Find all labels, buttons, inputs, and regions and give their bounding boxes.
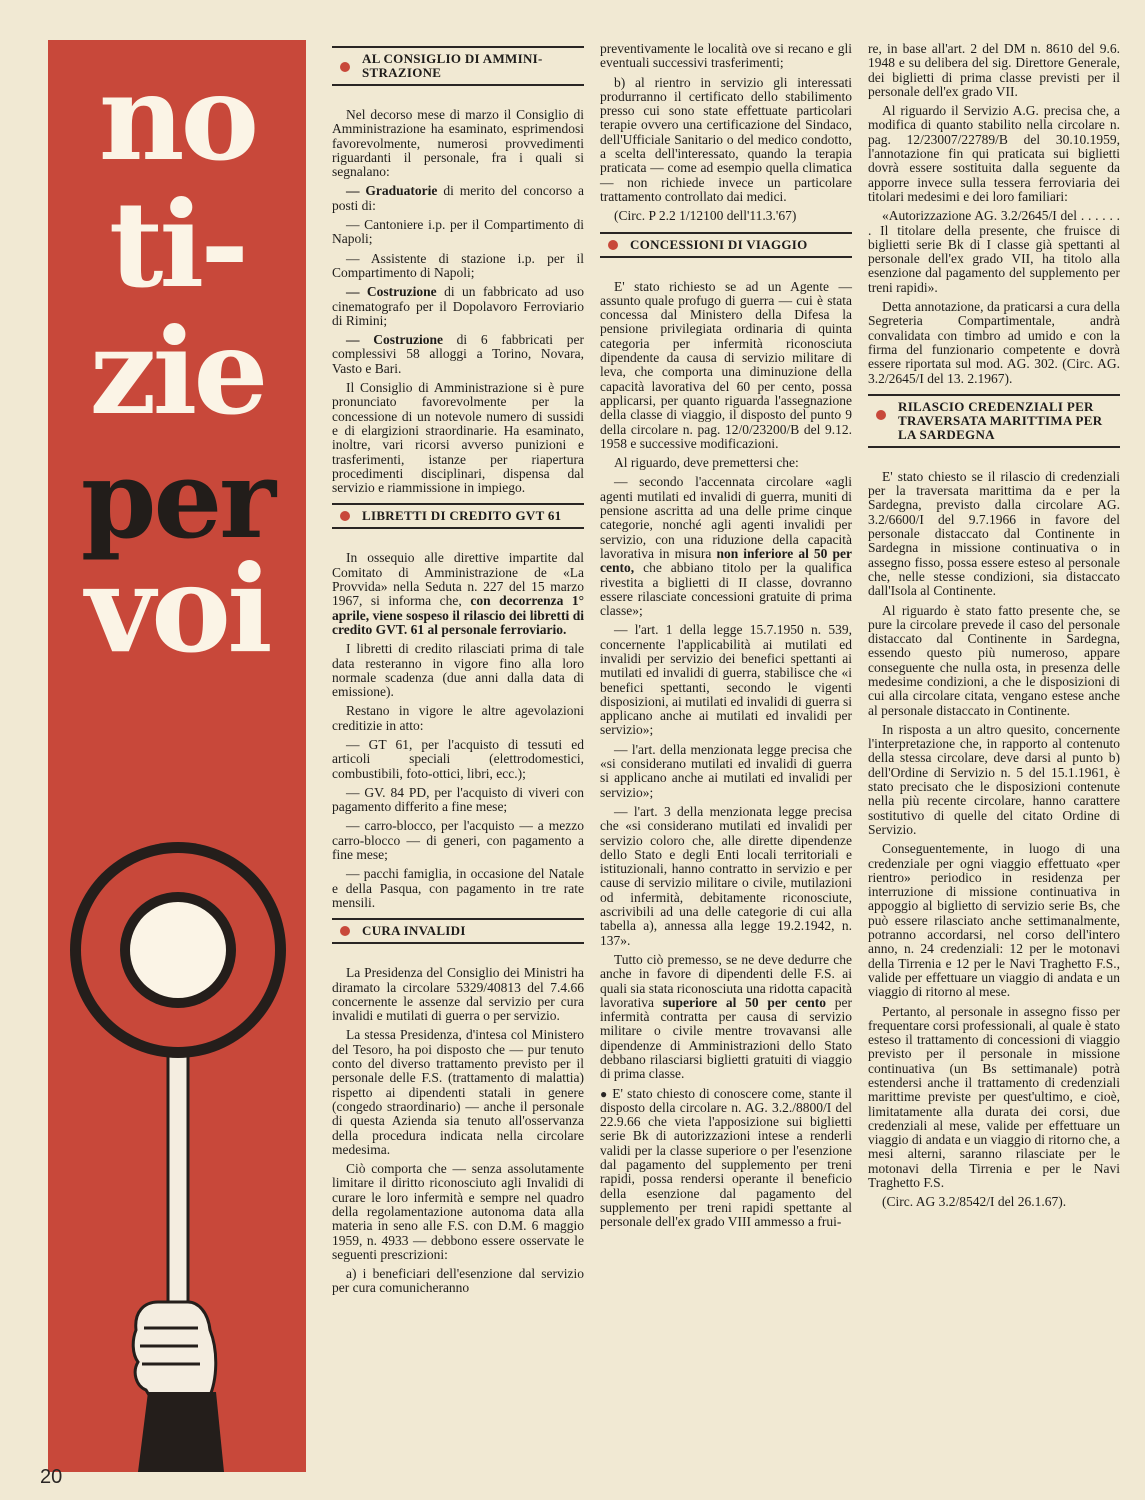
paragraph: — Graduatorie di merito del concorso a posti di: xyxy=(332,183,584,213)
paragraph: — GT 61, per l'acquisto di tessuti ed articoli speciali (elettrodomestici, combustibili, foto-ottici, libri, ecc.); xyxy=(332,736,584,781)
title-banner xyxy=(48,40,306,1472)
bullet-dot-icon xyxy=(340,511,350,521)
paragraph: In risposta a un altro quesito, concernente l'interpretazione che, in rapporto al contenuto della stessa circolare, deve darsi al punto b) dell'Ordine di Servizio n. 5 del 15.1.1961, è stato precisato che le disposizioni contenute nella più recente circolare, hanno carattere sostitutivo di quelle del citato Ordine di Servizio. xyxy=(868,721,1120,837)
signal-disc-center xyxy=(130,902,226,998)
paragraph: Al riguardo è stato fatto presente che, se pure la circolare prevede il caso del personale distaccato dal Continente in Sardegna, essendo questo più numeroso, appare conseguente che nulla osta, in presenza delle medesime condizioni, a che le disposizioni di cui alla circolare citata, vengano estese anche al personale distaccato in Continente. xyxy=(868,602,1120,718)
paragraph: b) al rientro in servizio gli interessati produrranno il certificato dello stabilimento presso cui sono state effettuate particolari terapie ovvero una certificazione del Sindaco, dell'Ufficiale Sanitario o del medico condotto, a scelta dell'interessato, quando la terapia praticata — come ad esempio quella climatica — non richiede invece un particolare trattamento controllato dai medici. xyxy=(600,74,852,204)
paragraph: — l'art. 1 della legge 15.7.1950 n. 539, concernente l'applicabilità ai mutilati ed invalidi per servizio dei benefici spettanti ai mutilati ed invalidi di guerra, stabilisce che «i benefici spettanti, secondo le vigenti disposizioni, ai mutilati ed invalidi di guerra si applicano anche ai mutilati ed invalidi per servizio»; xyxy=(600,622,852,738)
paragraph: E' stato chiesto se il rilascio di credenziali per la traversata marittima da e per la Sardegna, previsto dalla circolare AG. 3.2/6600/I del 9.7.1966 in favore del personale distaccato dal Continente in Sardegna in missione continuativa o in assegno fisso, possa essere esteso al personale che, nelle stesse condizioni, sia distaccato dall'Isola al Continente. xyxy=(868,468,1120,599)
paragraph: In ossequio alle direttive impartite dal Comitato di Amministrazione de «La Provvida» nella Seduta n. 227 del 15 marzo 1967, si informa che, con decorrenza 1° aprile, viene sospeso il rilascio dei libretti di credito GVT. 61 al personale ferroviario. xyxy=(332,550,584,637)
paragraph: Tutto ciò premesso, se ne deve dedurre che anche in favore di dipendenti delle F.S. ai quali sia stata riconosciuta una ridotta capacità lavorativa superiore al 50 per cento per infermità contratta per causa di servizio militare o civile mentre trovavansi alle dipendenze di Amministrazioni dello Stato debbano rilasciarsi biglietti gratuiti di viaggio di prima classe. xyxy=(600,951,852,1082)
paragraph: La stessa Presidenza, d'intesa col Ministero del Tesoro, ha poi disposto che — pur tenuto conto del diverso trattamento previsto per il personale delle F.S. (trattamento di malattia) rispetto ai dipendenti statali in genere (congedo straordinario) — anche il personale di questa Azienda sia tenuto all'osservanza della procedura indicata nella circolare medesima. xyxy=(332,1027,584,1157)
paragraph: — secondo l'accennata circolare «agli agenti mutilati ed invalidi di guerra, muniti di pensione ascritta ad una delle prime cinque categorie, nonché agli agenti invalidi per servizio, con una riduzione della capacità lavorativa in misura non inferiore al 50 per cento, che abbiano titolo per la qualifica rivestita a biglietti di II classe, dovranno essere rilasciate concessioni gratuite di prima classe»; xyxy=(600,474,852,619)
paragraph: preventivamente le località ove si recano e gli eventuali successivi trasferimenti; xyxy=(600,41,852,71)
paragraph: — carro-blocco, per l'acquisto — a mezzo carro-blocco — di generi, con pagamento a fine mese; xyxy=(332,818,584,863)
bullet-dot-icon xyxy=(340,926,350,936)
section-heading-cura-invalidi: CURA INVALIDI xyxy=(332,918,584,944)
paragraph: — Cantoniere i.p. per il Compartimento di Napoli; xyxy=(332,217,584,247)
paragraph: Detta annotazione, da praticarsi a cura della Segreteria Compartimentale, andrà convalidata con timbro ad umido e con la firma del funzionario competente e dovrà essere riportata sul mod. AG. 302. (Circ. AG. 3.2/2645/I del 13. 2.1967). xyxy=(868,299,1120,386)
paragraph: — Costruzione di 6 fabbricati per complessivi 58 alloggi a Torino, Novara, Vasto e Bari. xyxy=(332,332,584,376)
paragraph: ● E' stato chiesto di conoscere come, stante il disposto della circolare n. AG. 3.2./8800/I del 22.9.66 che vieta l'apposizione sui biglietti serie Bk di autorizzazioni intese a renderli validi per la classe superiore o per l'esenzione dal pagamento del supplemento per treni rapidi, possa rendersi operante il beneficio della esenzione dal pagamento del supplemento per treni rapidi spettante al personale dell'ex grado VIII ammesso a frui- xyxy=(600,1085,853,1230)
paragraph: Pertanto, al personale in assegno fisso per frequentare corsi professionali, al quale è stato esteso il trattamento di concessioni di viaggio previsto per il personale in missione continuativa (un Bs settimanale) potrà estendersi anche il trattamento di credenziali marittime previste per quest'ultimo, e cioè, limitatamente alla durata dei corsi, due credenziali al mese, valide per effettuare un viaggio di andata e un viaggio di ritorno che, a mesi alterni, saranno rilasciate per le motonavi della Tirrenia e per le Navi Traghetto F.S. xyxy=(868,1003,1120,1191)
paragraph: — l'art. della menzionata legge precisa che «si considerano mutilati ed invalidi di guerra si applicano anche ai mutilati ed invalidi per servizio»; xyxy=(600,741,852,800)
banner-word-per: per xyxy=(80,437,274,563)
page-number: 20 xyxy=(40,1466,63,1488)
bullet-dot-icon xyxy=(876,410,886,420)
paragraph: I libretti di credito rilasciati prima di tale data resteranno in vigore fino alla loro normale scadenza (due anni dalla data di emissione). xyxy=(332,641,584,700)
bullet-dot-icon xyxy=(608,240,618,250)
article-column-2 xyxy=(600,42,852,1235)
paragraph: «Autorizzazione AG. 3.2/2645/I del . . . . . . . Il titolare della presente, che fruisce di biglietti serie Bk di I classe già spettanti al personale dell'ex grado VII, ha titolo alla esenzione dal pagamento del supplemento per treni rapidi». xyxy=(868,208,1120,295)
hand-icon xyxy=(133,1302,216,1400)
banner-word-zie: zie xyxy=(89,302,265,441)
paragraph: — Assistente di stazione i.p. per il Compartimento di Napoli; xyxy=(332,250,584,280)
paragraph: — l'art. 3 della menzionata legge precisa che «si considerano mutilati ed invalidi per servizio coloro che, alle dirette dipendenze dello Stato e degli Enti locali territoriali e istituzionali, hanno contratto in servizio e per cause di servizio militare o civile, mutilazioni od infermità, debitamente riconosciute, ascrivibili ad una delle categorie di cui alla tabella a), annessa alla legge 19.2.1942, n. 137». xyxy=(600,803,852,948)
bullet-dot-icon: ● xyxy=(600,1086,609,1101)
section-heading-concessioni: CONCESSIONI DI VIAGGIO xyxy=(600,232,852,258)
signal-handle xyxy=(168,1055,188,1315)
paragraph: Restano in vigore le altre agevolazioni creditizie in atto: xyxy=(332,703,584,733)
paragraph: Al riguardo il Servizio A.G. precisa che, a modifica di quanto stabilito nella circolare n. pag. 12/23007/22789/B del 30.10.1959, l'annotazione fin qui praticata sui biglietti dovrà essere sostituita dalla seguente da apporre invece sulla tessera ferroviaria dei titolari medesimi e dei loro familiari: xyxy=(868,103,1120,204)
paragraph: a) i beneficiari dell'esenzione dal servizio per cura comunicheranno xyxy=(332,1266,584,1296)
paragraph: — pacchi famiglia, in occasione del Natale e della Pasqua, con pagamento in tre rate mensili. xyxy=(332,866,584,910)
banner-word-voi: voi xyxy=(85,539,269,680)
sleeve-icon xyxy=(138,1392,224,1472)
article-column-1 xyxy=(332,42,584,1301)
section-heading-libretti: LIBRETTI DI CREDITO GVT 61 xyxy=(332,503,584,529)
paragraph: E' stato richiesto se ad un Agente — assunto quale profugo di guerra — cui è stata concessa dal Ministero della Difesa la pensione privilegiata ordinaria di quinta categoria per infermità riconosciuta dipendente da causa di servizio militare di leva, che comporta una diminuzione della capacità lavorativa del 60 per cento, possa applicarsi, per quanto riguarda l'assegnazione della classe di viaggio, il disposto del punto 9 della circolare n. pag. 12/0/23200/B del 9.12. 1958 e successive modificazioni. xyxy=(600,278,852,451)
section-heading-consiglio: AL CONSIGLIO DI AMMINI- STRAZIONE xyxy=(332,46,584,86)
paragraph: Il Consiglio di Amministrazione si è pure pronunciato favorevolmente per la concessione di un notevole numero di sussidi e di elargizioni straordinarie. Ha esaminato, inoltre, vari ricorsi avverso punizioni e trasferimenti, istanze per riapertura procedimenti disciplinari, dispensa dal servizio e riammissione in impiego. xyxy=(332,380,584,496)
paragraph: Ciò comporta che — senza assolutamente limitare il diritto riconosciuto agli Invalidi di curare le loro infermità e sempre nel quadro della regolamentazione autonoma data alla materia in seno alle F.S. con D.M. 6 maggio 1959, n. 4933 — debbono essere osservate le seguenti prescrizioni: xyxy=(332,1161,584,1262)
article-column-3 xyxy=(868,42,1120,1215)
banner-word-ti: ti- xyxy=(108,175,246,314)
bullet-dot-icon xyxy=(340,62,350,72)
paragraph: La Presidenza del Consiglio dei Ministri ha diramato la circolare 5329/40813 del 7.4.66 concernente le assenze dal servizio per cura invalidi e mutilati di guerra o per servizio. xyxy=(332,965,584,1024)
paragraph: Conseguentemente, in luogo di una credenziale per ogni viaggio effettuato «per rientro» periodico in residenza per interruzione di missione continuativa in appoggio al biglietto di servizio serie Bs, che può essere rilasciato anche settimanalmente, potranno accordarsi, nel corso dell'intero anno, n. 24 credenziali: 12 per le motonavi della Tirrenia e 12 per le Navi Traghetto F.S., valide per effettuare un viaggio di andata e un viaggio di ritorno al mese. xyxy=(868,841,1120,1000)
banner-word-no: no xyxy=(98,48,256,187)
paragraph: re, in base all'art. 2 del DM n. 8610 del 9.6. 1948 e su delibera del sig. Direttore Generale, dei biglietti di prima classe previsti per il personale dell'ex grado VII. xyxy=(868,41,1120,99)
section-heading-credenziali: RILASCIO CREDENZIALI PER TRAVERSATA MARITTIMA PER LA SARDEGNA xyxy=(868,394,1120,448)
citation: (Circ. AG 3.2/8542/I del 26.1.67). xyxy=(882,1194,1067,1210)
paragraph: Al riguardo, deve premettersi che: xyxy=(614,455,799,471)
paragraph: — GV. 84 PD, per l'acquisto di viveri con pagamento differito a fine mese; xyxy=(332,784,584,815)
paragraph: Nel decorso mese di marzo il Consiglio di Amministrazione ha esaminato, esprimendosi favorevolmente, numerosi provvedimenti riguardanti il personale, fra i quali si segnalano: xyxy=(332,107,584,180)
citation: (Circ. P 2.2 1/12100 dell'11.3.'67) xyxy=(614,208,797,224)
railway-signal-disc-illustration xyxy=(48,40,306,1472)
paragraph: — Costruzione di un fabbricato ad uso cinematografo per il Dopolavoro Ferroviario di Rimini; xyxy=(332,284,584,328)
